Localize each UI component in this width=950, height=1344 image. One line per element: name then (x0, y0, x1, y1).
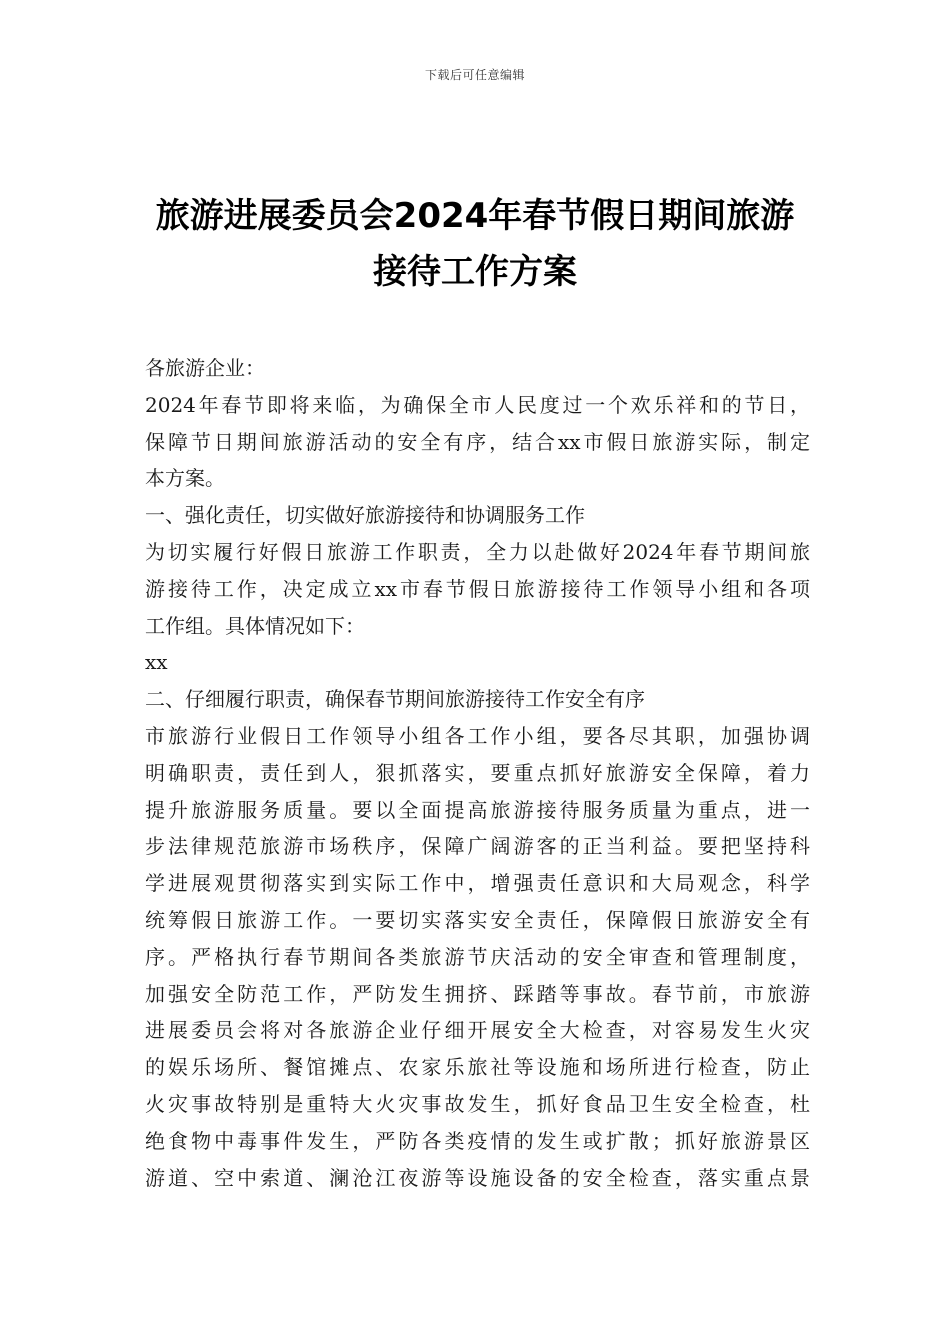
body-line: 火灾事故特别是重特大火灾事故发生，抓好食品卫生安全检查，杜 (145, 1091, 810, 1116)
body-line: 加强安全防范工作，严防发生拥挤、踩踏等事故。春节前，市旅游 (145, 981, 810, 1006)
body-line: xx (145, 650, 168, 675)
body-line: 各旅游企业： (145, 356, 265, 380)
body-line: 进展委员会将对各旅游企业仔细开展安全大检查，对容易发生火灾 (145, 1018, 810, 1043)
body-line: 学进展观贯彻落实到实际工作中，增强责任意识和大局观念，科学 (145, 871, 810, 896)
body-line: 工作组。具体情况如下： (145, 613, 365, 638)
document-title-line-1: 旅游进展委员会2024年春节假日期间旅游 (155, 196, 795, 236)
body-line: 明确职责，责任到人，狠抓落实，要重点抓好旅游安全保障，着力 (145, 760, 810, 785)
body-line: 为切实履行好假日旅游工作职责，全力以赴做好2024年春节期间旅 (145, 539, 810, 564)
section-heading-2: 二、仔细履行职责，确保春节期间旅游接待工作安全有序 (145, 687, 645, 712)
page-header-note: 下载后可任意编辑 (424, 68, 525, 82)
document-body (145, 350, 810, 1196)
body-line: 游接待工作，决定成立xx市春节假日旅游接待工作领导小组和各项 (145, 576, 810, 601)
body-line: 的娱乐场所、餐馆摊点、农家乐旅社等设施和场所进行检查，防止 (145, 1055, 810, 1080)
body-line: 统筹假日旅游工作。一要切实落实安全责任，保障假日旅游安全有 (145, 907, 810, 932)
body-line: 提升旅游服务质量。要以全面提高旅游接待服务质量为重点，进一 (145, 797, 810, 822)
body-line: 市旅游行业假日工作领导小组各工作小组，要各尽其职，加强协调 (145, 723, 810, 748)
document-title (120, 188, 830, 300)
body-line: 保障节日期间旅游活动的安全有序，结合xx市假日旅游实际，制定 (145, 429, 810, 454)
section-heading-1: 一、强化责任，切实做好旅游接待和协调服务工作 (145, 503, 585, 528)
body-line: 本方案。 (145, 466, 225, 491)
document-title-line-2: 接待工作方案 (373, 252, 577, 292)
body-line: 步法律规范旅游市场秩序，保障广阔游客的正当利益。要把坚持科 (145, 834, 810, 859)
body-line: 序。严格执行春节期间各类旅游节庆活动的安全审查和管理制度， (145, 944, 810, 969)
body-line: 2024年春节即将来临，为确保全市人民度过一个欢乐祥和的节日， (145, 392, 810, 417)
body-line: 游道、空中索道、澜沧江夜游等设施设备的安全检查，落实重点景 (145, 1165, 810, 1190)
body-line: 绝食物中毒事件发生，严防各类疫情的发生或扩散；抓好旅游景区 (145, 1128, 810, 1153)
